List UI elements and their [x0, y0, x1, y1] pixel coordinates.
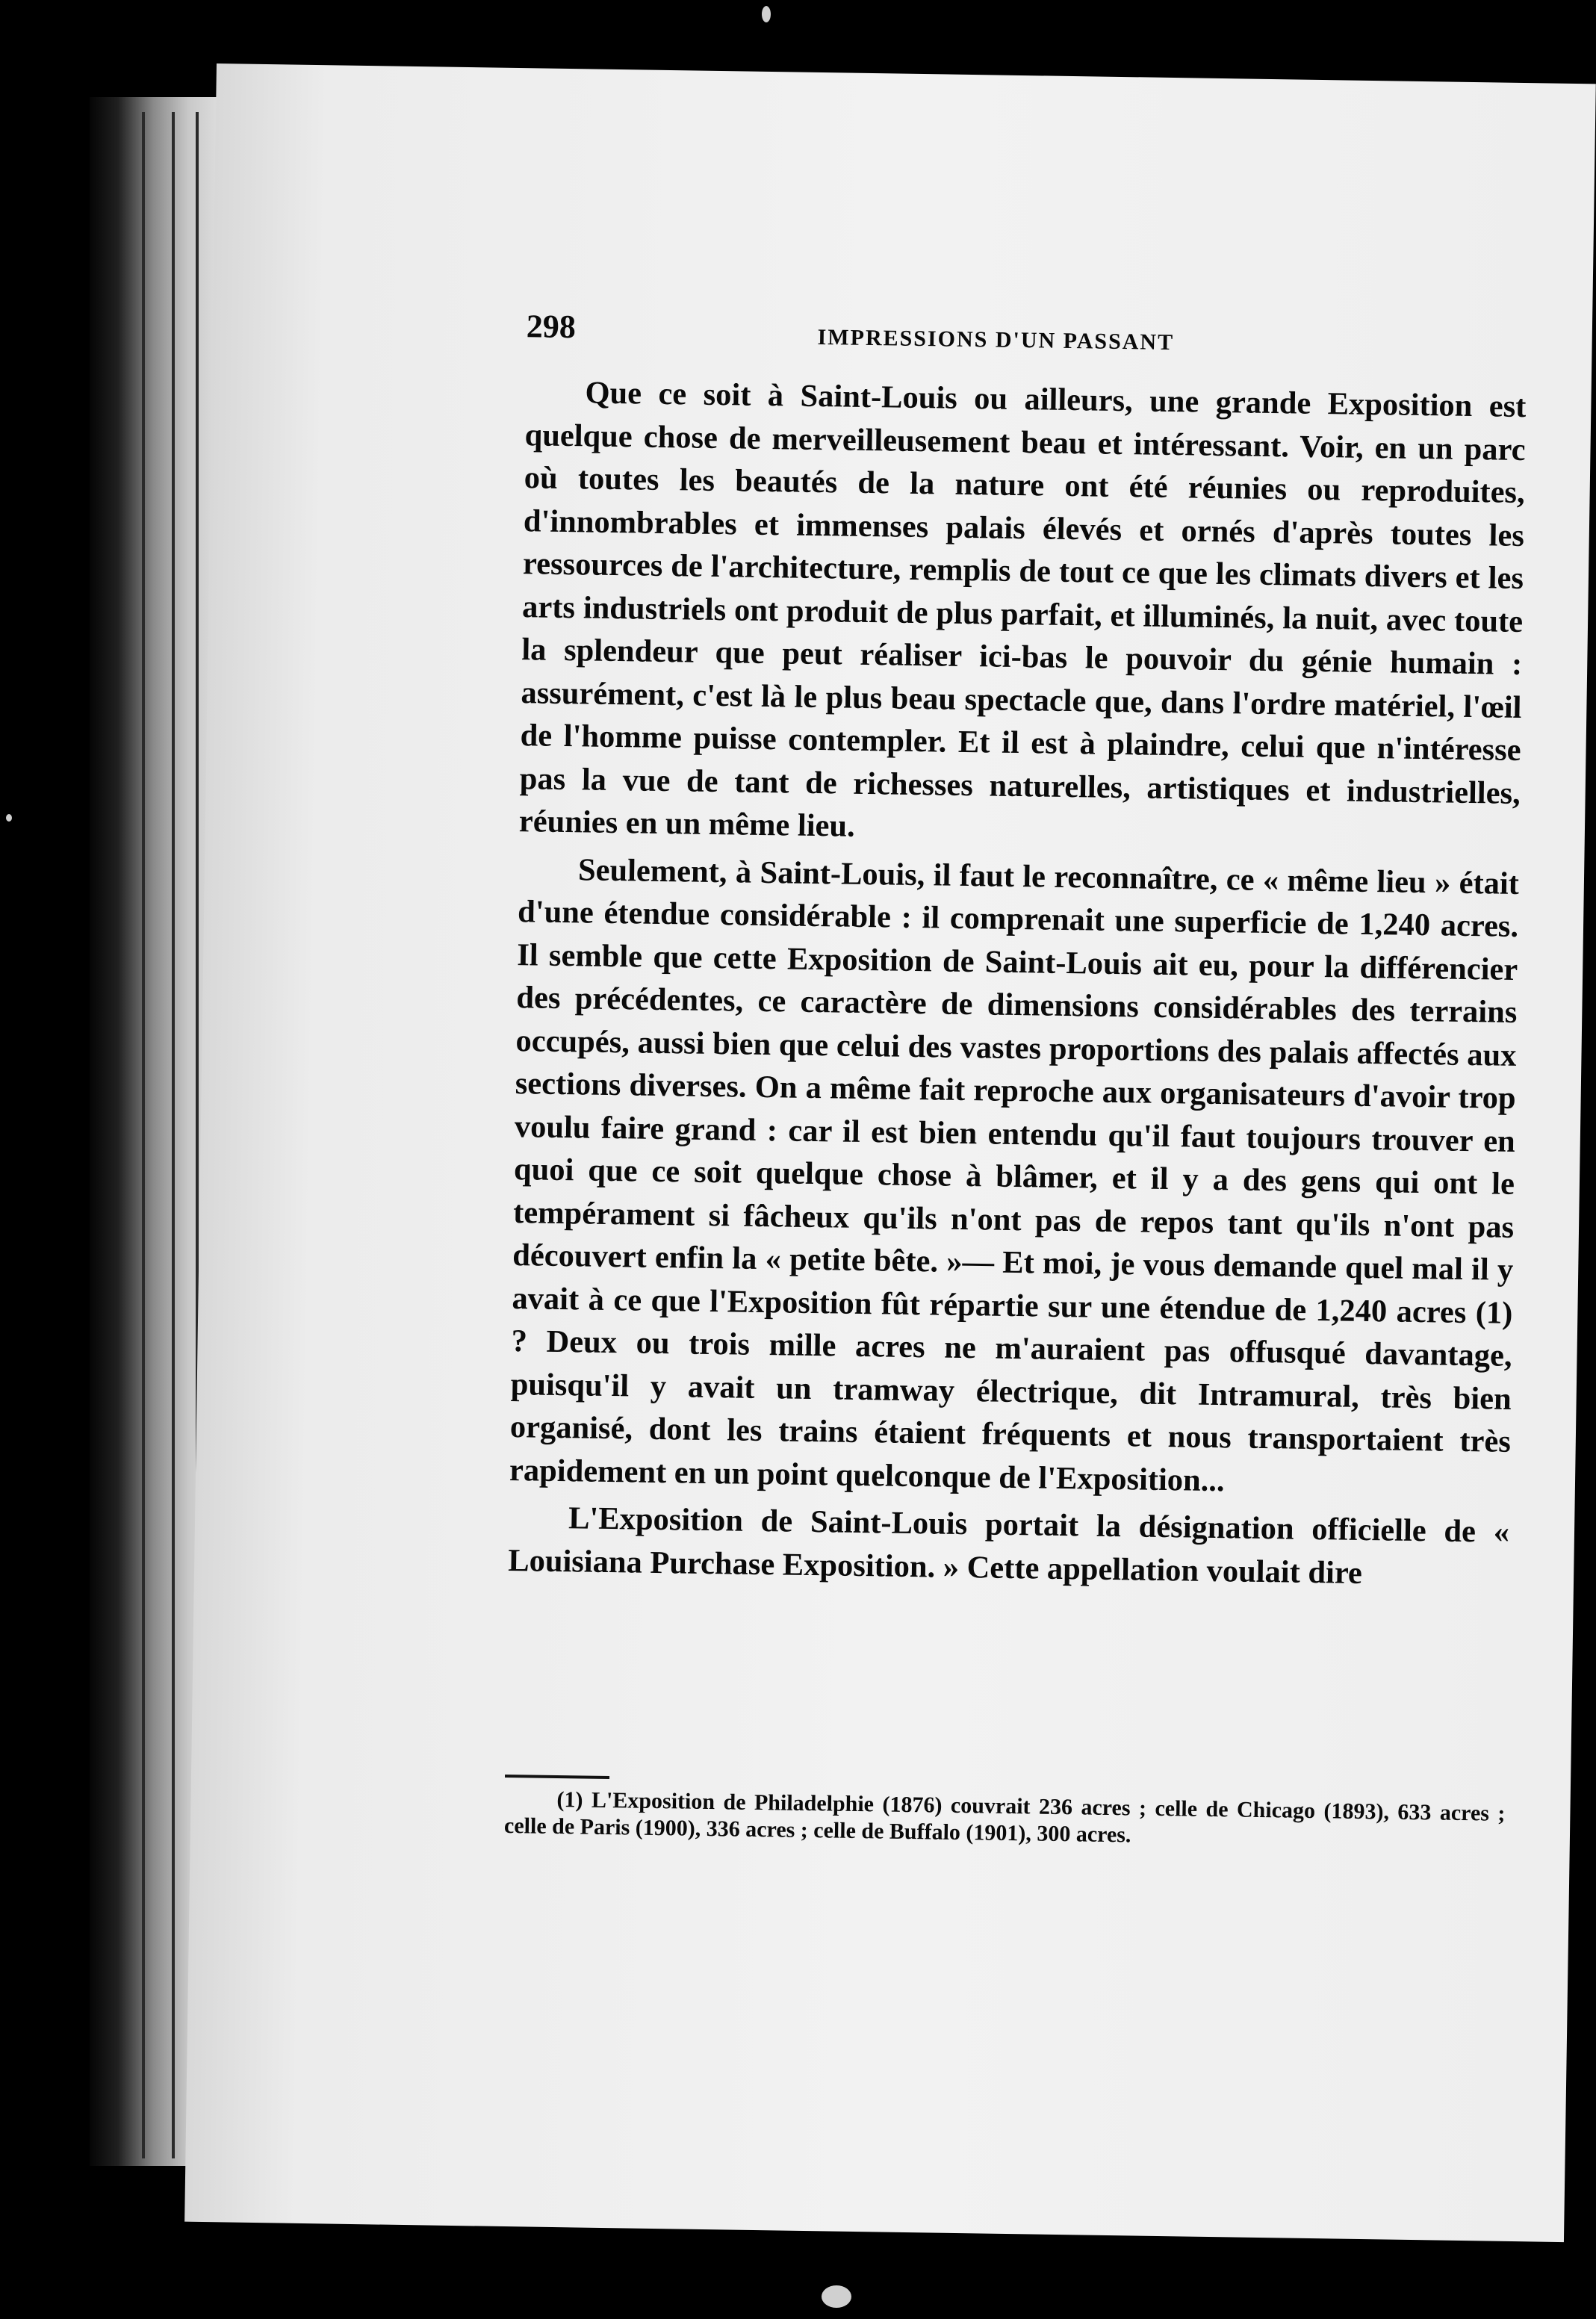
footnote-rule — [505, 1775, 609, 1779]
scan-speck — [822, 2285, 851, 2308]
binding-edge-line — [142, 112, 145, 2158]
running-head — [526, 307, 1273, 363]
scan-speck — [6, 814, 12, 822]
paragraph: Seulement, à Saint-Louis, il faut le reconnaître, ce « même lieu » était d'une étendue considérable : il comprenait une superficie de 1,240 acres. Il semble que cette Exposition de Saint-Louis ait eu, pour la différencier des précédentes, ce caractère de dimensions considérables des terrains occupés, aussi bien que celui des vastes proportions des palais affectés aux sections diverses. On a même fait reproche aux organisateurs d'avoir trop voulu faire grand : car il est bien entendu qu'il faut toujours trouver en quoi que ce soit quelque chose à blâmer, et il y a des gens qui ont le tempérament si fâcheux qu'ils n'ont pas de repos tant qu'ils n'ont pas découvert enfin la « petite bête. »— Et moi, je vous demande quel mal il y avait à ce que l'Exposition fût répartie sur une étendue de 1,240 acres (1) ? Deux ou trois mille acres ne m'auraient pas offusqué davantage, puisqu'il y avait un tramway électrique, dit Intramural, très bien organisé, dont les trains étaient fréquents et nous transportaient très rapidement en un point quelconque de l'Exposition... — [509, 851, 1520, 1498]
footnote: (1) L'Exposition de Philadelphie (1876) couvrait 236 acres ; celle de Chicago (1893), 633 acres ; celle de Paris (1900), 336 acres ; celle de Buffalo (1901), 300 acres. — [503, 1787, 1506, 1848]
page-number: 298 — [526, 308, 577, 346]
page-content — [184, 63, 1596, 2242]
binding-edge-line — [172, 112, 175, 2158]
running-title: IMPRESSIONS D'UN PASSANT — [817, 324, 1175, 356]
book-page — [184, 63, 1596, 2242]
scan-speck — [762, 6, 771, 22]
paragraph: Que ce soit à Saint-Louis ou ailleurs, une grande Exposition est quelque chose de merveilleusement beau et intéressant. Voir, en un parc où toutes les beautés de la nature ont été réunies ou reproduites, d'innombrables et immenses palais élevés et ornés d'après toutes les ressources de l'architecture, remplis de tout ce que les climats divers et les arts industriels ont produit de plus parfait, et illuminés, la nuit, avec toute la splendeur que peut réaliser ici-bas le pouvoir du génie humain : assurément, c'est là le plus beau spectacle que, dans l'ordre matériel, l'œil de l'homme puisse contempler. Et il est à plaindre, celui que n'intéresse pas la vue de tant de richesses naturelles, artistiques et industrielles, réunies en un même lieu. — [518, 375, 1527, 844]
paragraph: L'Exposition de Saint-Louis portait la désignation officielle de « Louisiana Purchase Exposition. » Cette appellation voulait dire — [507, 1500, 1510, 1591]
body-text — [508, 370, 1527, 1601]
